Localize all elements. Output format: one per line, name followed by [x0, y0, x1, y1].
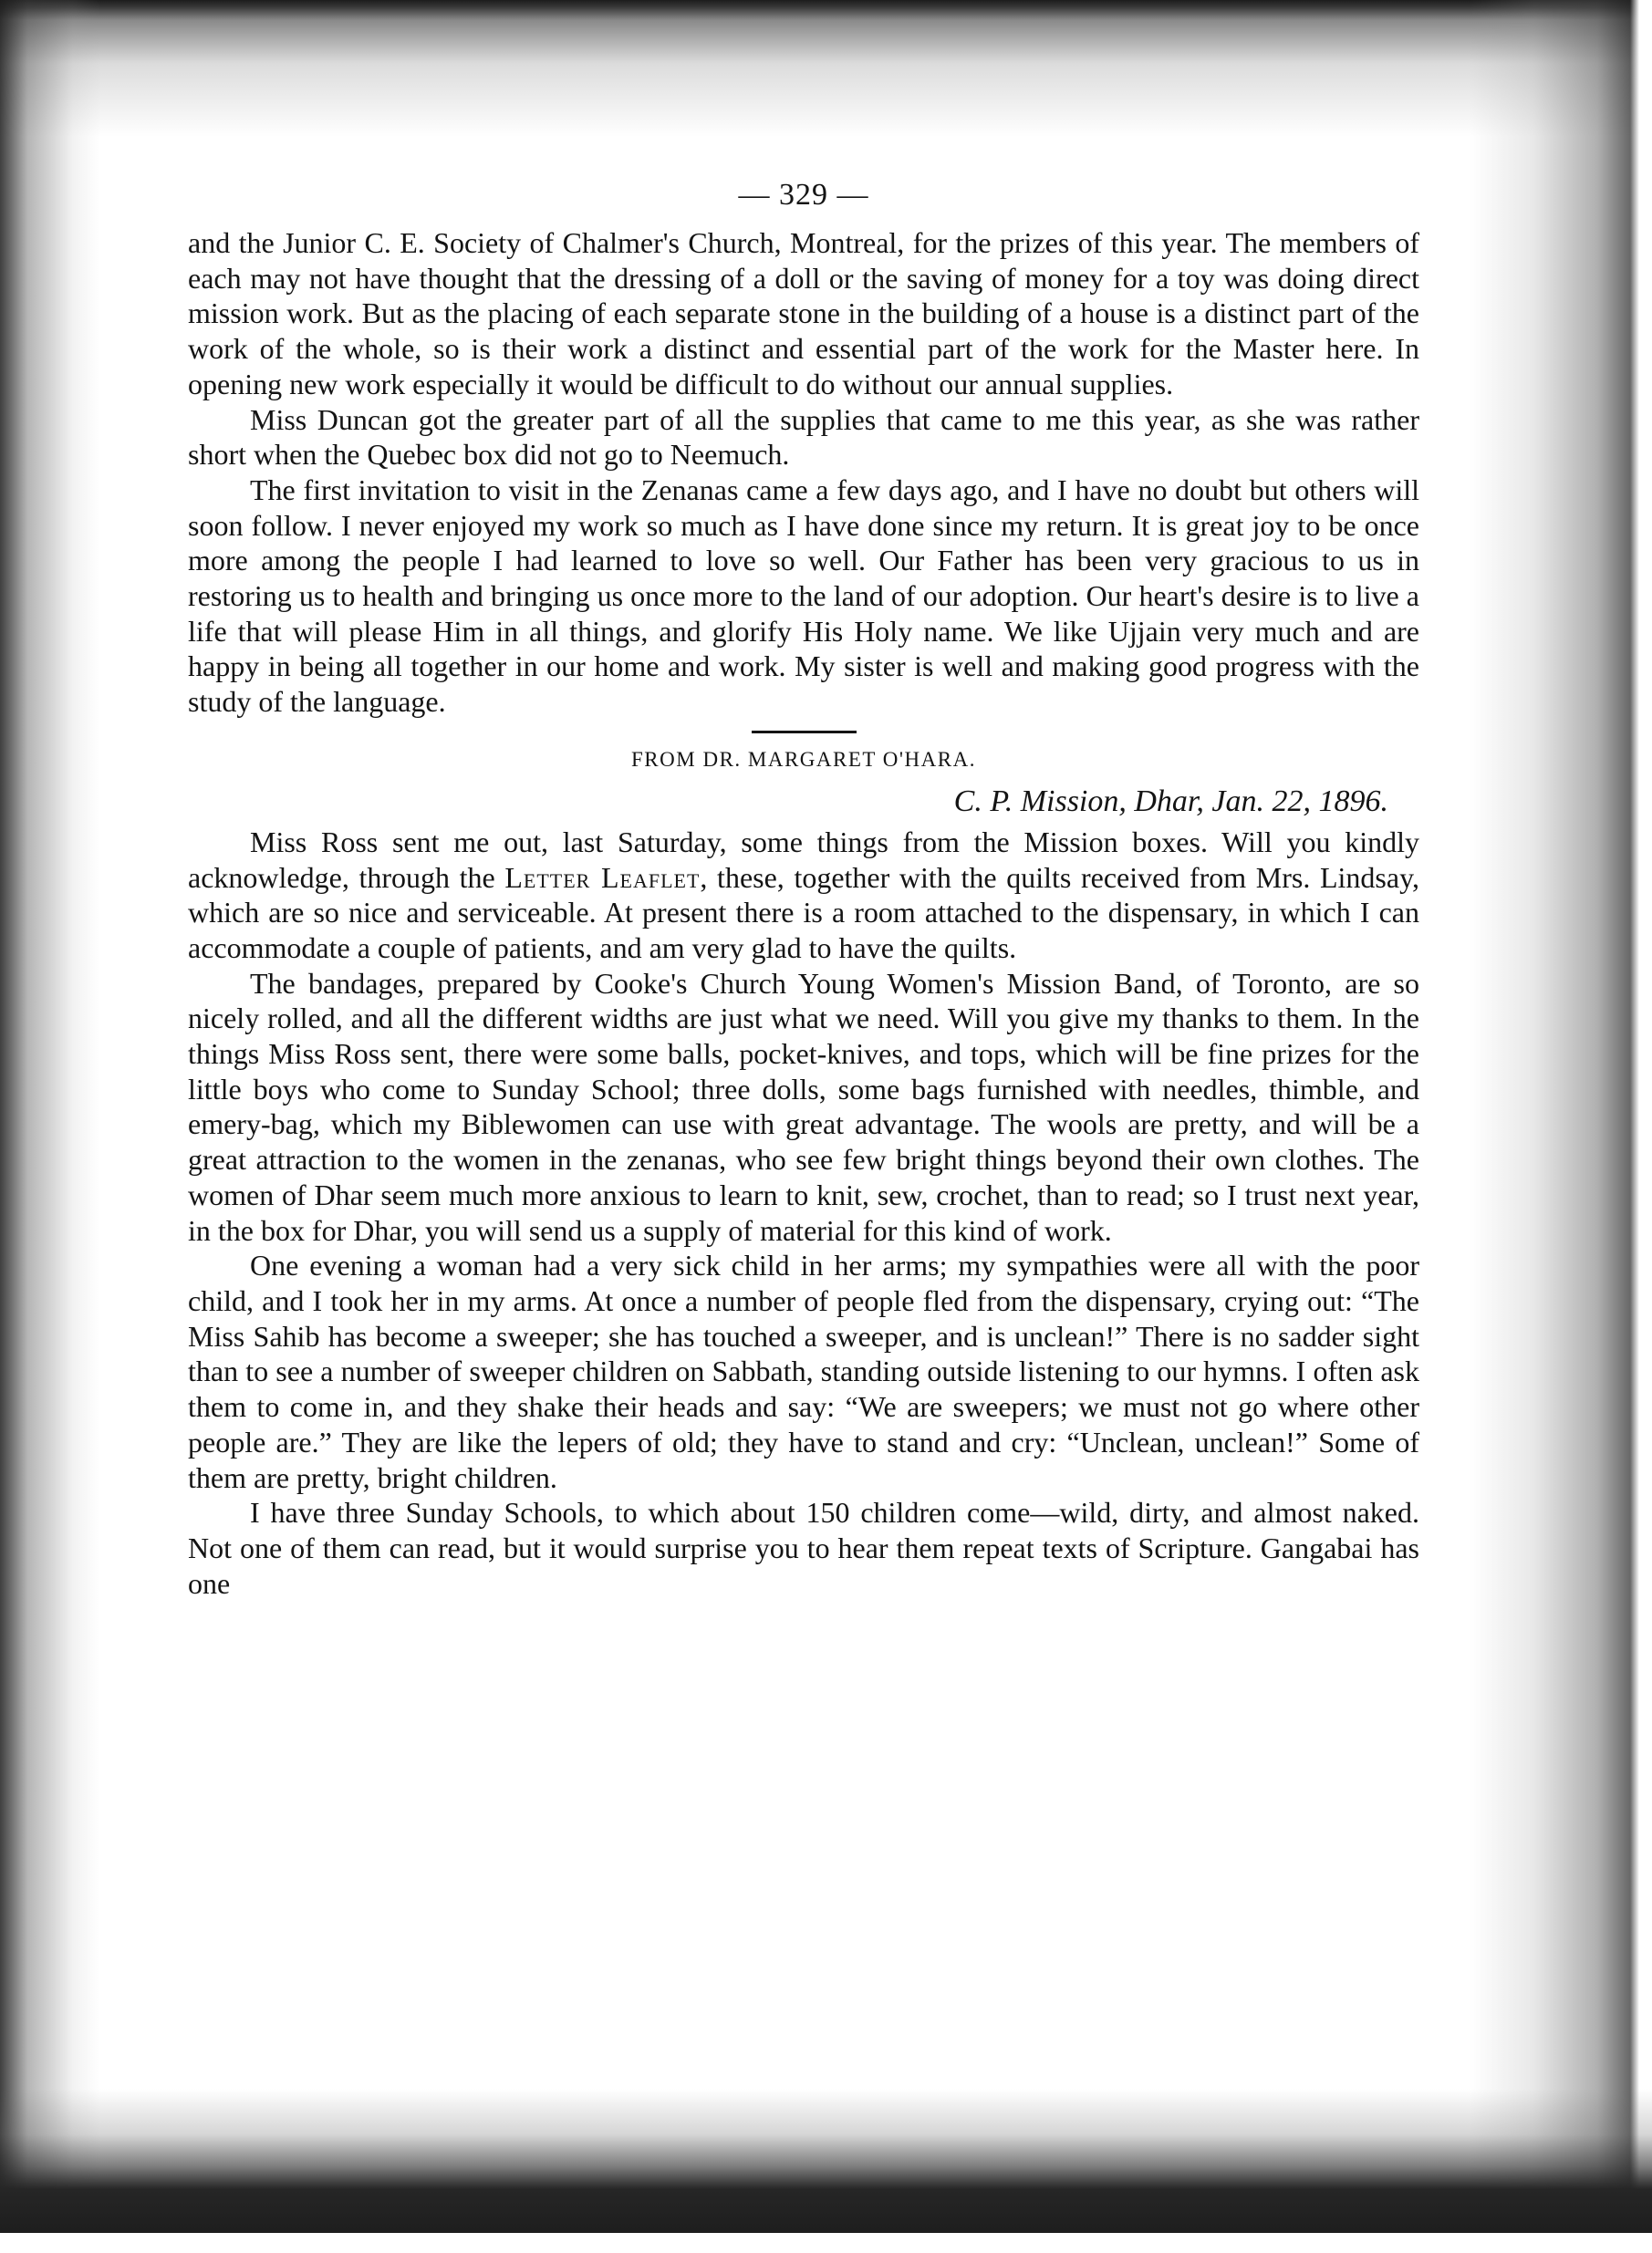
paragraph-supplies: Miss Duncan got the greater part of all the supplies that came to me this year, as she was rather short when the Quebec box did not go to Neemuch. [188, 402, 1419, 472]
section-heading: FROM DR. MARGARET O'HARA. [631, 747, 976, 771]
section-divider [752, 731, 857, 733]
scan-margin-bottom [0, 2233, 1652, 2253]
scan-edge-bottom [0, 2089, 1652, 2253]
paragraph-bandages: The bandages, prepared by Cooke's Church Young Women's Mission Band, of Toronto, are so nicely rolled, and all the different widths are just what we need. Will you give my thanks to them. In the things Miss Ross sent, there were some balls, pocket-knives, and tops, which will be fine prizes for the little boys who come to Sunday School; three dolls, some bags furnished with needles, thimble, and emery-bag, which my Biblewomen can use with great advantage. The wools are pretty, and will be a great attraction to the women in the zenanas, who see few bright things beyond their own clothes. The women of Dhar seem much more anxious to learn to knit, sew, crochet, than to read; so I trust next year, in the box for Dhar, you will send us a supply of material for this kind of work. [188, 966, 1419, 1247]
page-number: — 329 — [738, 178, 869, 212]
paragraph-zenanas: The first invitation to visit in the Zenanas came a few days ago, and I have no doubt but others will soon follow. I never enjoyed my work so much as I have done since my return. It is great joy to be once more among the people I had learned to love so well. Our Father has been very gracious to us in restoring us to health and bringing us once more to the land of our adoption. Our heart's desire is to live a life that will please Him in all things, and glorify His Holy name. We like Ujjain very much and are happy in being all together in our home and work. My sister is well and making good progress with the study of the language. [188, 472, 1419, 719]
scan-edge-right [1470, 0, 1652, 2253]
scan-edge-left [0, 0, 100, 2253]
letter-dateline: C. P. Mission, Dhar, Jan. 22, 1896. [953, 784, 1388, 818]
document-page [188, 178, 1419, 1601]
paragraph-sweeper: One evening a woman had a very sick child in her arms; my sympathies were all with the poor child, and I took her in my arms. At once a number of people fled from the dispensary, crying out: “The Miss Sahib has become a sweeper; she has touched a sweeper, and is unclean!” There is no sadder sight than to see a number of sweeper children on Sabbath, standing outside listening to our hymns. I often ask them to come in, and they shake their heads and say: “We are sweepers; we must not go where other people are.” They are like the lepers of old; they have to stand and cry: “Unclean, unclean!” Some of them are pretty, bright children. [188, 1249, 1419, 1494]
letter-text-before: Miss Ross sent me out, last Saturday, some things from the Mission boxes. Will you kindly acknowledge, through the [188, 825, 1419, 894]
paragraph-sunday-schools: I have three Sunday Schools, to which about 150 children come—wild, dirty, and almost naked. Not one of them can read, but it would surprise you to hear them repeat texts of Scripture. Gangabai has one [188, 1496, 1419, 1600]
letter-leaflet-title: Letter Leaflet [504, 860, 701, 894]
scan-edge-top [0, 0, 1652, 137]
letter-text-after: , these, together with the quilts received from Mrs. Lindsay, which are so nice and serviceable. At present there is a room attached to the dispensary, in which I can accommodate a couple of patients, and am very glad to have the quilts. [188, 860, 1420, 964]
paragraph-continuation: and the Junior C. E. Society of Chalmer's Church, Montreal, for the prizes of this year. The members of each may not have thought that the dressing of a doll or the saving of money for a toy was doing direct mission work. But as the placing of each separate stone in the building of a house is a distinct part of the work of the whole, so is their work a distinct and essential part of the work for the Master here. In opening new work especially it would be difficult to do without our annual supplies. [188, 226, 1419, 400]
paragraph-mission-boxes [188, 825, 1419, 966]
